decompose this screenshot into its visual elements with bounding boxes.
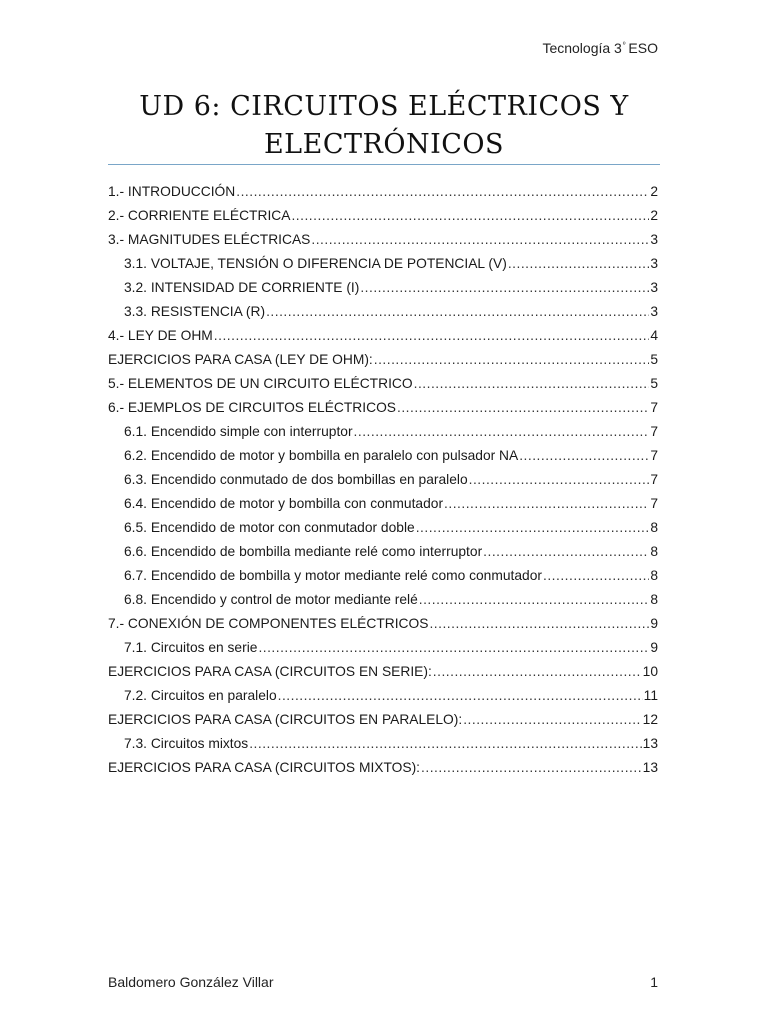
toc-dot-leader: [444, 492, 649, 516]
toc-dot-leader: [421, 756, 642, 780]
toc-entry-page: 9: [650, 640, 658, 655]
toc-entry-page: 9: [650, 616, 658, 631]
toc-entry: [108, 396, 658, 420]
toc-dot-leader: [266, 300, 649, 324]
toc-dot-leader: [508, 252, 649, 276]
toc-entry-page: 7: [650, 400, 658, 415]
toc-dot-leader: [291, 204, 649, 228]
toc-entry: [108, 348, 658, 372]
toc-entry: [108, 564, 658, 588]
toc-entry-page: 8: [650, 520, 658, 535]
toc-entry-label: 4.- LEY DE OHM: [108, 328, 213, 343]
footer-page-number: 1: [650, 974, 658, 990]
toc-entry-page: 5: [650, 352, 658, 367]
toc-entry-page: 8: [650, 568, 658, 583]
toc-entry-page: 2: [650, 184, 658, 199]
toc-dot-leader: [419, 588, 650, 612]
toc-entry-page: 11: [643, 688, 658, 703]
toc-entry: [108, 588, 658, 612]
toc-entry-page: 8: [650, 592, 658, 607]
toc-dot-leader: [414, 372, 650, 396]
toc-entry-label: 6.- EJEMPLOS DE CIRCUITOS ELÉCTRICOS: [108, 400, 397, 415]
toc-entry-label: 6.1. Encendido simple con interruptor: [124, 424, 353, 439]
toc-entry-page: 3: [650, 256, 658, 271]
toc-entry-page: 3: [650, 280, 658, 295]
toc-entry-page: 5: [650, 376, 658, 391]
toc-entry-page: 3: [650, 232, 658, 247]
toc-dot-leader: [278, 684, 643, 708]
toc-entry: [108, 276, 658, 300]
toc-entry-label: EJERCICIOS PARA CASA (CIRCUITOS MIXTOS):: [108, 760, 421, 775]
toc-entry-label: EJERCICIOS PARA CASA (CIRCUITOS EN PARALELO):: [108, 712, 463, 727]
toc-entry-label: 6.8. Encendido y control de motor mediante relé: [124, 592, 418, 607]
toc-entry-page: 4: [650, 328, 658, 343]
toc-entry: [108, 324, 658, 348]
toc-entry-label: 7.2. Circuitos en paralelo: [124, 688, 277, 703]
toc-entry-label: 6.7. Encendido de bombilla y motor mediante relé como conmutador: [124, 568, 542, 583]
running-header: [542, 40, 658, 56]
toc-entry: [108, 540, 658, 564]
footer-author: Baldomero González Villar: [108, 974, 274, 990]
toc-entry: [108, 492, 658, 516]
toc-entry: [108, 204, 658, 228]
toc-entry: [108, 660, 658, 684]
toc-entry-page: 10: [642, 664, 658, 679]
toc-dot-leader: [311, 228, 649, 252]
toc-entry-label: 3.- MAGNITUDES ELÉCTRICAS: [108, 232, 311, 247]
toc-entry: [108, 708, 658, 732]
toc-dot-leader: [483, 540, 649, 564]
toc-entry-label: 7.- CONEXIÓN DE COMPONENTES ELÉCTRICOS: [108, 616, 429, 631]
toc-entry-label: 6.3. Encendido conmutado de dos bombillas en paralelo: [124, 472, 468, 487]
toc-entry: [108, 444, 658, 468]
toc-dot-leader: [374, 348, 650, 372]
toc-entry: [108, 636, 658, 660]
page-title: UD 6: CIRCUITOS ELÉCTRICOS Y ELECTRÓNICOS: [139, 91, 629, 160]
toc-dot-leader: [463, 708, 641, 732]
toc-entry: [108, 372, 658, 396]
toc-entry-page: 2: [650, 208, 658, 223]
toc-entry: [108, 228, 658, 252]
toc-entry-label: EJERCICIOS PARA CASA (CIRCUITOS EN SERIE):: [108, 664, 432, 679]
toc-dot-leader: [214, 324, 650, 348]
toc-entry-label: 3.3. RESISTENCIA (R): [124, 304, 266, 319]
toc-dot-leader: [543, 564, 649, 588]
toc-dot-leader: [354, 420, 650, 444]
toc-entry-label: 6.4. Encendido de motor y bombilla con conmutador: [124, 496, 444, 511]
toc-dot-leader: [433, 660, 642, 684]
title-divider: [108, 164, 660, 165]
toc-entry-label: 6.5. Encendido de motor con conmutador doble: [124, 520, 415, 535]
toc-entry-label: 6.2. Encendido de motor y bombilla en paralelo con pulsador NA: [124, 448, 519, 463]
toc-entry-page: 3: [650, 304, 658, 319]
toc-entry-label: 2.- CORRIENTE ELÉCTRICA: [108, 208, 291, 223]
header-subject: Tecnología 3: [542, 40, 622, 56]
toc-entry-page: 7: [650, 472, 658, 487]
table-of-contents: [108, 180, 658, 780]
toc-entry-label: 3.1. VOLTAJE, TENSIÓN O DIFERENCIA DE POTENCIAL (V): [124, 256, 507, 271]
toc-dot-leader: [416, 516, 650, 540]
header-superscript: º: [622, 42, 626, 50]
toc-entry-label: 3.2. INTENSIDAD DE CORRIENTE (I): [124, 280, 360, 295]
toc-dot-leader: [397, 396, 649, 420]
toc-entry: [108, 516, 658, 540]
toc-entry-label: EJERCICIOS PARA CASA (LEY DE OHM):: [108, 352, 373, 367]
toc-entry-label: 1.- INTRODUCCIÓN: [108, 184, 236, 199]
toc-entry: [108, 420, 658, 444]
toc-entry-page: 12: [642, 712, 658, 727]
toc-entry-label: 6.6. Encendido de bombilla mediante relé como interruptor: [124, 544, 483, 559]
toc-entry-label: 7.1. Circuitos en serie: [124, 640, 258, 655]
toc-dot-leader: [519, 444, 649, 468]
toc-entry-page: 13: [642, 736, 658, 751]
toc-entry: [108, 756, 658, 780]
toc-entry: [108, 300, 658, 324]
toc-dot-leader: [360, 276, 649, 300]
toc-dot-leader: [469, 468, 650, 492]
toc-dot-leader: [429, 612, 649, 636]
toc-entry-label: 5.- ELEMENTOS DE UN CIRCUITO ELÉCTRICO: [108, 376, 413, 391]
toc-dot-leader: [258, 636, 649, 660]
toc-entry-page: 13: [642, 760, 658, 775]
toc-entry: [108, 252, 658, 276]
toc-entry: [108, 612, 658, 636]
toc-entry: [108, 684, 658, 708]
toc-entry-page: 8: [650, 544, 658, 559]
toc-entry: [108, 180, 658, 204]
toc-dot-leader: [236, 180, 649, 204]
header-level: ESO: [628, 40, 658, 56]
toc-entry-page: 7: [650, 448, 658, 463]
toc-dot-leader: [249, 732, 641, 756]
toc-entry: [108, 732, 658, 756]
toc-entry-label: 7.3. Circuitos mixtos: [124, 736, 249, 751]
toc-entry-page: 7: [650, 424, 658, 439]
toc-entry: [108, 468, 658, 492]
toc-entry-page: 7: [650, 496, 658, 511]
